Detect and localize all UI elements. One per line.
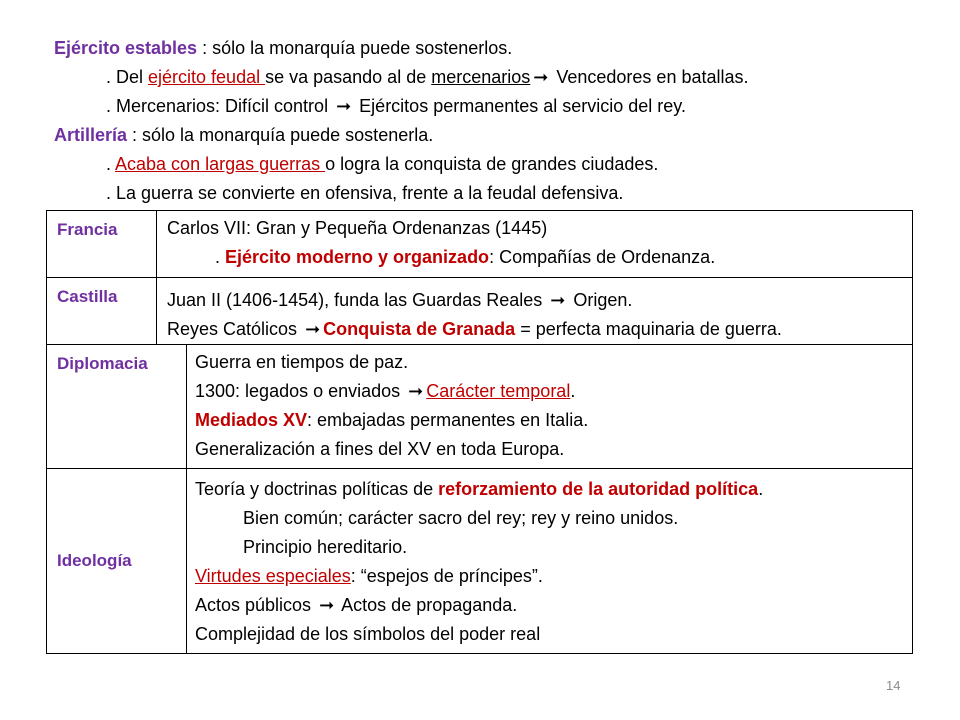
text: Vencedores en batallas.: [551, 67, 749, 87]
intro-line-1: [54, 34, 934, 63]
text: se va pasando al de: [265, 67, 432, 87]
text: : sólo la monarquía puede sostenerlos.: [197, 38, 513, 58]
text: .: [106, 154, 116, 174]
highlight-ejercito-moderno: Ejército moderno y organizado: [225, 247, 490, 267]
arrow-icon: ➞: [305, 319, 321, 339]
arrow-icon: ➞: [336, 96, 352, 116]
text-line: Principio hereditario.: [243, 537, 408, 557]
text: : Compañías de Ordenanza.: [489, 247, 716, 267]
text: 1300: legados o enviados: [195, 381, 406, 401]
text: Teoría y doctrinas políticas de: [195, 479, 439, 499]
text: Actos de propaganda.: [337, 595, 518, 615]
row-body-castilla: [167, 278, 912, 344]
text: .: [215, 247, 226, 267]
link-acaba-guerras[interactable]: Acaba con largas guerras: [115, 154, 326, 174]
text: o logra la conquista de grandes ciudades.: [325, 154, 659, 174]
page-number: 14: [886, 678, 901, 693]
intro-line-2: [54, 63, 934, 92]
text-line: [167, 286, 912, 315]
row-header-castilla: Castilla: [47, 278, 157, 344]
intro-line-4: [54, 121, 934, 150]
highlight-reforzamiento: reforzamiento de la autoridad política: [438, 479, 759, 499]
text: . La guerra se convierte en ofensiva, frente a la feudal defensiva.: [106, 183, 624, 203]
text-line: Carlos VII: Gran y Pequeña Ordenanzas (1445): [167, 218, 548, 238]
table-row-castilla: [46, 277, 913, 345]
text: : “espejos de príncipes”.: [350, 566, 543, 586]
text-line: [195, 475, 912, 504]
text-line: [167, 243, 912, 272]
text: : sólo la monarquía puede sostenerla.: [127, 125, 434, 145]
text: Reyes Católicos: [167, 319, 303, 339]
text: .: [758, 479, 764, 499]
table-row-diplomacia: [46, 344, 913, 469]
intro-line-5: [54, 150, 934, 179]
text-line: [167, 315, 912, 344]
row-header-diplomacia: Diplomacia: [47, 345, 187, 468]
summary-table: [46, 210, 913, 654]
intro-text: [54, 34, 934, 208]
text: = perfecta maquinaria de guerra.: [515, 319, 782, 339]
text: . Mercenarios: Difícil control: [106, 96, 334, 116]
link-virtudes-especiales[interactable]: Virtudes especiales: [195, 566, 351, 586]
text: Juan II (1406-1454), funda las Guardas Reales: [167, 290, 548, 310]
row-body-ideologia: [195, 469, 912, 653]
row-header-francia: Francia: [47, 211, 157, 277]
text: . Del: [106, 67, 149, 87]
text-line: [195, 377, 912, 406]
text-line: [195, 591, 912, 620]
text: : embajadas permanentes en Italia.: [307, 410, 589, 430]
text: Actos públicos: [195, 595, 317, 615]
text-line: Bien común; carácter sacro del rey; rey y reino unidos.: [243, 508, 679, 528]
intro-line-3: [54, 92, 934, 121]
arrow-icon: ➞: [319, 595, 335, 615]
table-row-francia: [46, 210, 913, 278]
table-row-ideologia: [46, 468, 913, 654]
highlight-conquista-granada: Conquista de Granada: [323, 319, 516, 339]
underlined-mercenarios: mercenarios: [431, 67, 531, 87]
heading-artilleria: Artillería: [54, 125, 128, 145]
text-line: [195, 562, 912, 591]
row-body-francia: [167, 211, 912, 277]
link-caracter-temporal[interactable]: Carácter temporal: [426, 381, 571, 401]
text: Ejércitos permanentes al servicio del rey.: [354, 96, 686, 116]
arrow-icon: ➞: [550, 290, 566, 310]
text-line: Guerra en tiempos de paz.: [195, 352, 409, 372]
text-line: [195, 406, 912, 435]
highlight-mediados-xv: Mediados XV: [195, 410, 308, 430]
text-line: Complejidad de los símbolos del poder real: [195, 624, 541, 644]
text-line: Generalización a fines del XV en toda Europa.: [195, 439, 565, 459]
heading-ejercitos: Ejército establ​es: [54, 38, 198, 58]
link-ejercito-feudal[interactable]: ejército feudal: [148, 67, 266, 87]
row-body-diplomacia: [195, 345, 912, 468]
text: .: [570, 381, 576, 401]
intro-line-6: [54, 179, 934, 208]
arrow-icon: ➞: [408, 381, 424, 401]
row-header-ideologia: Ideología: [47, 469, 187, 653]
arrow-icon: ➞: [533, 67, 549, 87]
text: Origen.: [568, 290, 633, 310]
